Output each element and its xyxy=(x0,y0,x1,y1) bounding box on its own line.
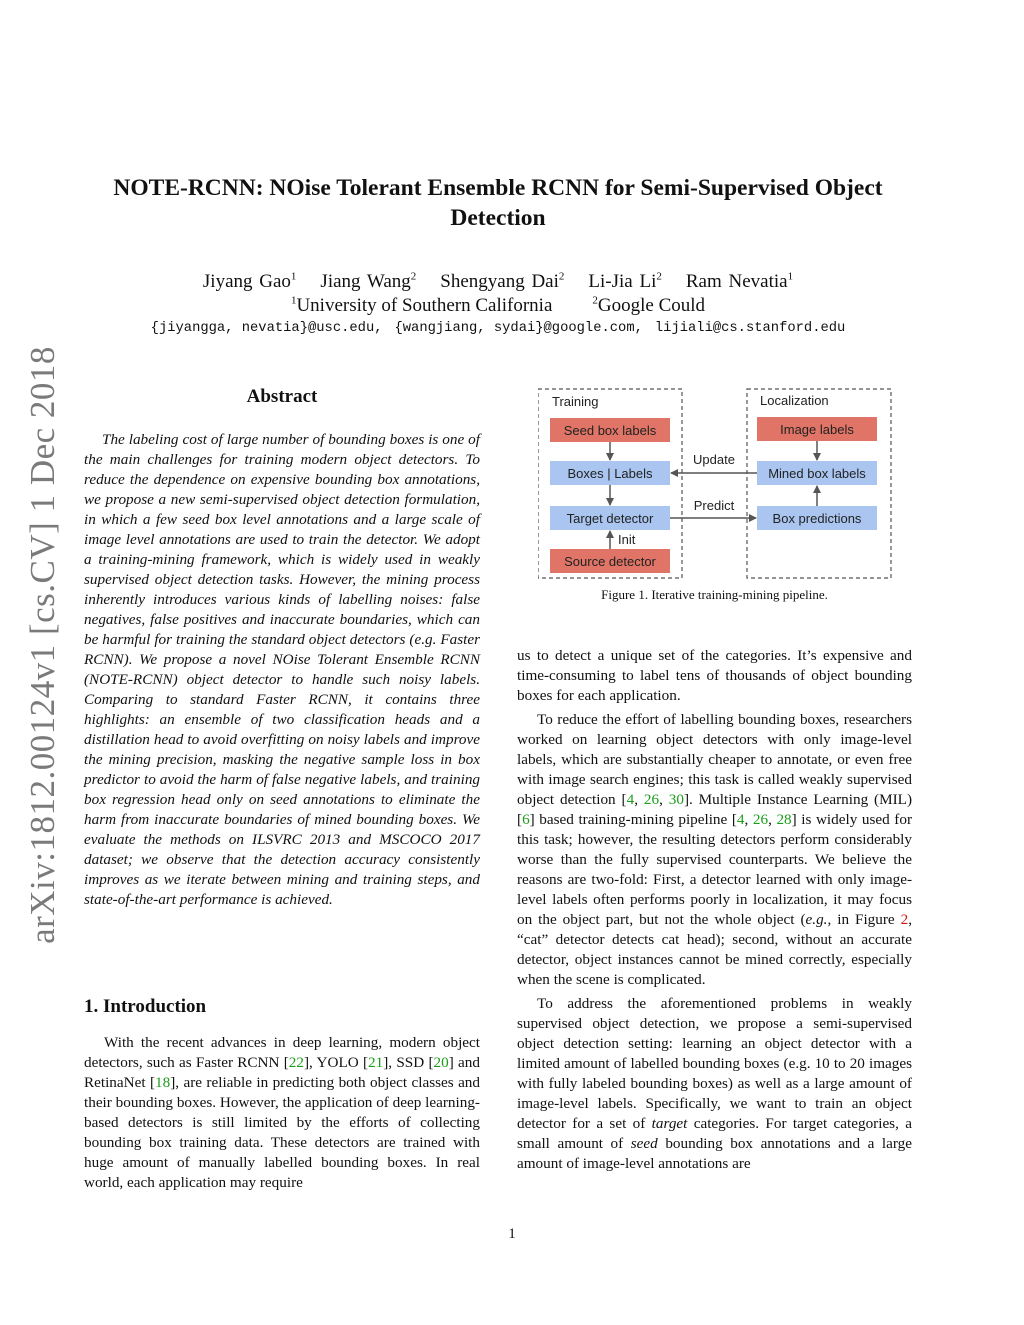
figure-reference-link[interactable]: 2 xyxy=(900,911,909,928)
training-label: Training xyxy=(552,394,599,409)
citation-link[interactable]: 30 xyxy=(668,791,684,808)
author-name: Li-Jia Li$^2$ xyxy=(588,270,662,292)
right-paragraph-1: To reduce the effort of labelling bounding boxes, researchers worked on learning object detectors with only image-level labels, which are substantially cheaper to annotate, or even free with image search engines; this task is called weakly supervised object detection [4, 26, 30]. Multiple Instance Learning (MIL) [6] based training-mining pipeline [4, 26, 28] is widely used for this task; however, the resulting detectors perform considerably worse than the fully supervised counterparts. We believe the reasons are two-fold: First, a detector learned with only image-level labels often performs poorly in localization, it may focus on the object part, but not the whole object (e.g., in Figure 2, “cat” detector detects cat head); second, without an accurate detector, object instances cannot be mined correctly, especially when the scene is complicated. xyxy=(517,711,912,988)
arxiv-id: arXiv:1812.00124v1 [cs.CV] 1 Dec 2018 xyxy=(23,346,63,944)
localization-label: Localization xyxy=(760,393,829,408)
affiliation: $^1$University of Southern California xyxy=(290,294,553,316)
right-column-text xyxy=(517,646,912,1178)
introduction-heading: 1. Introduction xyxy=(84,996,207,1017)
citation-link[interactable]: 26 xyxy=(643,791,660,808)
citation-link[interactable]: 20 xyxy=(433,1054,449,1071)
author-name: Shengyang Dai$^2$ xyxy=(440,270,565,292)
citation-link[interactable]: 22 xyxy=(288,1054,304,1071)
mined-box-labels-text: Mined box labels xyxy=(768,466,866,481)
emphasis-text: seed xyxy=(630,1135,658,1152)
box-predictions-text: Box predictions xyxy=(772,511,862,526)
author-list xyxy=(80,270,916,294)
seed-box-labels-text: Seed box labels xyxy=(563,423,657,438)
email-list xyxy=(80,321,916,336)
email-address[interactable]: {wangjiang, sydai}@google.com, xyxy=(394,321,643,336)
right-paragraph-0: us to detect a unique set of the categories. It’s expensive and time-consuming to label tens of thousands of object bounding boxes for each application. xyxy=(517,647,912,704)
citation-link[interactable]: 21 xyxy=(368,1054,384,1071)
figure-caption: Figure 1. Iterative training-mining pipeline. xyxy=(601,587,828,602)
page-number: 1 xyxy=(508,1226,516,1242)
target-detector-text: Target detector xyxy=(566,511,654,526)
author-name: Ram Nevatia$^1$ xyxy=(685,270,794,292)
emphasis-text: e.g. xyxy=(805,911,828,928)
email-address[interactable]: {jiyangga, nevatia}@usc.edu, xyxy=(150,321,383,336)
paper-title: NOTE-RCNN: NOise Tolerant Ensemble RCNN for Semi-Supervised Object Detection xyxy=(113,175,883,231)
affiliation: $^2$Google Could xyxy=(592,294,706,316)
citation-link[interactable]: 26 xyxy=(752,811,769,828)
arxiv-side-stamp xyxy=(18,346,68,944)
image-labels-text: Image labels xyxy=(780,422,854,437)
email-address[interactable]: lijiali@cs.stanford.edu xyxy=(654,321,846,336)
init-label: Init xyxy=(618,532,636,547)
emphasis-text: target xyxy=(651,1115,688,1132)
citation-link[interactable]: 28 xyxy=(776,811,792,828)
citation-link[interactable]: 4 xyxy=(736,811,745,828)
author-name: Jiyang Gao$^1$ xyxy=(202,270,297,292)
right-paragraph-2: To address the aforementioned problems in weakly supervised object detection, we propose a semi-supervised object detection setting: learning an object detector with a limited amount of labelled bounding boxes (e.g. 10 to 20 images with fully labeled bounding boxes) as well as a large amount of image-level labels. Specifically, we want to train an object detector for a set of target categories. For target categories, a small amount of seed bounding box annotations and a large amount of image-level annotations are xyxy=(517,995,912,1172)
citation-link[interactable]: 4 xyxy=(626,791,635,808)
source-detector-text: Source detector xyxy=(564,554,656,569)
boxes-labels-text: Boxes | Labels xyxy=(567,466,653,481)
affiliation-list xyxy=(80,294,916,318)
introduction-paragraph: With the recent advances in deep learning, modern object detectors, such as Faster RCNN [22], YOLO [21], SSD [20] and RetinaNet [18], are reliable in predicting both object classes and their bounding boxes. However, the application of deep learning-based detectors is still limited by the efforts of collecting bounding box training data. These detectors are trained with huge amount of manually labelled bounding boxes. In real world, each application may require xyxy=(84,1034,480,1191)
author-name: Jiang Wang$^2$ xyxy=(320,270,417,292)
abstract-heading: Abstract xyxy=(246,386,318,407)
update-label: Update xyxy=(693,452,735,467)
predict-label: Predict xyxy=(693,498,735,513)
citation-link[interactable]: 18 xyxy=(155,1074,171,1091)
pipeline-diagram xyxy=(538,388,894,582)
abstract-text: The labeling cost of large number of bounding boxes is one of the main challenges for training modern object detectors. To reduce the dependence on expensive bounding box annotations, we propose a new semi-supervised object detection formulation, in which a few seed box level annotations and a large scale of image level annotations are used to train the detector. We adopt a training-mining framework, which is widely used in weakly supervised object detection tasks. However, the mining process inherently introduces various kinds of labelling noises: false negatives, false positives and inaccurate boundaries, which can be harmful for training the standard object detectors (e.g. Faster RCNN). We propose a novel NOise Tolerant Ensemble RCNN (NOTE-RCNN) object detector to handle such noisy labels. Comparing to standard Faster RCNN, it contains three highlights: an ensemble of two classification heads and a distillation head to avoid overfitting on noisy labels and improve the mining precision, masking the negative sample loss in box predictor to avoid the harm of false negative labels, and training box regression head only on seed annotations to eliminate the harm from inaccurate boundaries of mined bounding boxes. We evaluate the methods on ILSVRC 2013 and MSCOCO 2017 dataset; we observe that the detection accuracy consistently improves as we iterate between mining and training steps, and state-of-the-art performance is achieved. xyxy=(84,431,480,908)
citation-link[interactable]: 6 xyxy=(522,811,530,828)
